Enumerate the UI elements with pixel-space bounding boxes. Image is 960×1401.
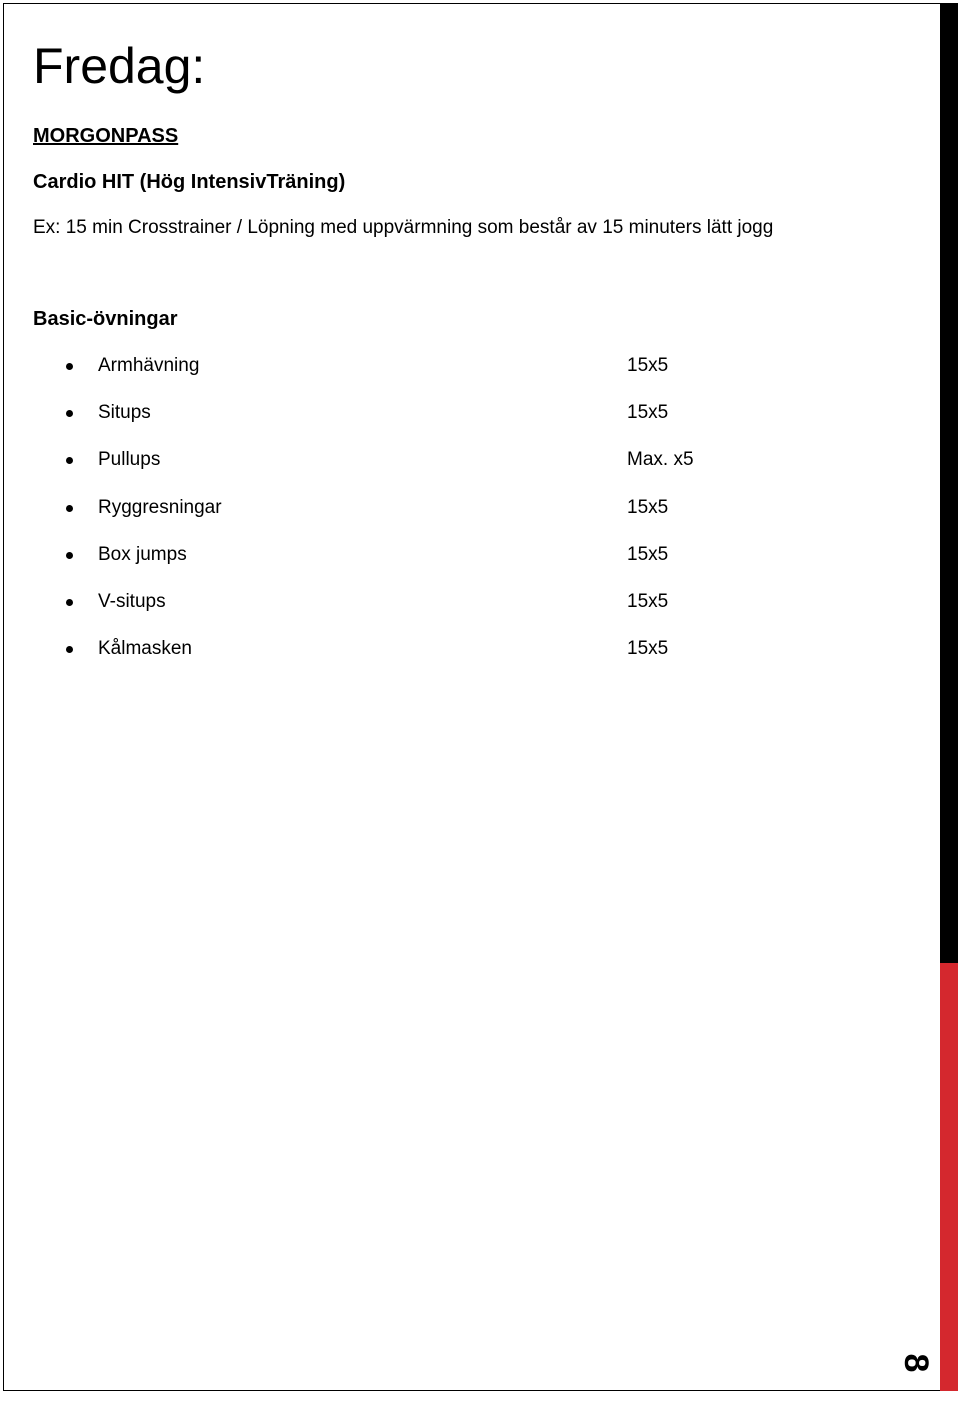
exercise-reps: 15x5	[627, 402, 669, 424]
bullet-icon	[66, 505, 73, 512]
exercise-name: Ryggresningar	[98, 496, 222, 518]
exercise-name: Pullups	[98, 449, 161, 471]
bullet-icon	[66, 363, 73, 370]
workout-description: Ex: 15 min Crosstrainer / Löpning med uppvärmning som består av 15 minuters lätt jogg	[33, 217, 774, 238]
page-number: 8	[897, 1353, 935, 1373]
side-bar-black	[940, 3, 958, 963]
exercise-list	[0, 353, 900, 683]
exercise-name: Kålmasken	[98, 638, 192, 660]
exercises-heading: Basic-övningar	[33, 308, 178, 330]
bullet-icon	[66, 410, 73, 417]
page-frame	[3, 3, 956, 1391]
exercise-item	[0, 589, 900, 636]
bullet-icon	[66, 552, 73, 559]
bullet-icon	[66, 457, 73, 464]
side-bar-red	[940, 963, 958, 1391]
exercise-item	[0, 495, 900, 542]
exercise-item	[0, 542, 900, 589]
exercise-item	[0, 353, 900, 400]
exercise-reps: Max. x5	[627, 449, 694, 471]
exercise-item	[0, 636, 900, 683]
exercise-reps: 15x5	[627, 638, 669, 660]
exercise-name: V-situps	[98, 590, 166, 612]
exercise-item	[0, 400, 900, 447]
bullet-icon	[66, 599, 73, 606]
exercise-reps: 15x5	[627, 590, 669, 612]
exercise-name: Situps	[98, 402, 151, 424]
section-heading: MORGONPASS	[33, 125, 179, 147]
exercise-name: Armhävning	[98, 355, 200, 376]
exercise-reps: 15x5	[627, 355, 669, 376]
exercise-reps: 15x5	[627, 496, 669, 518]
exercise-reps: 15x5	[627, 543, 669, 565]
bullet-icon	[66, 646, 73, 653]
exercise-name: Box jumps	[98, 543, 187, 565]
exercise-item	[0, 447, 900, 494]
workout-subheading: Cardio HIT (Hög IntensivTräning)	[33, 171, 346, 193]
page-title: Fredag:	[33, 38, 206, 94]
